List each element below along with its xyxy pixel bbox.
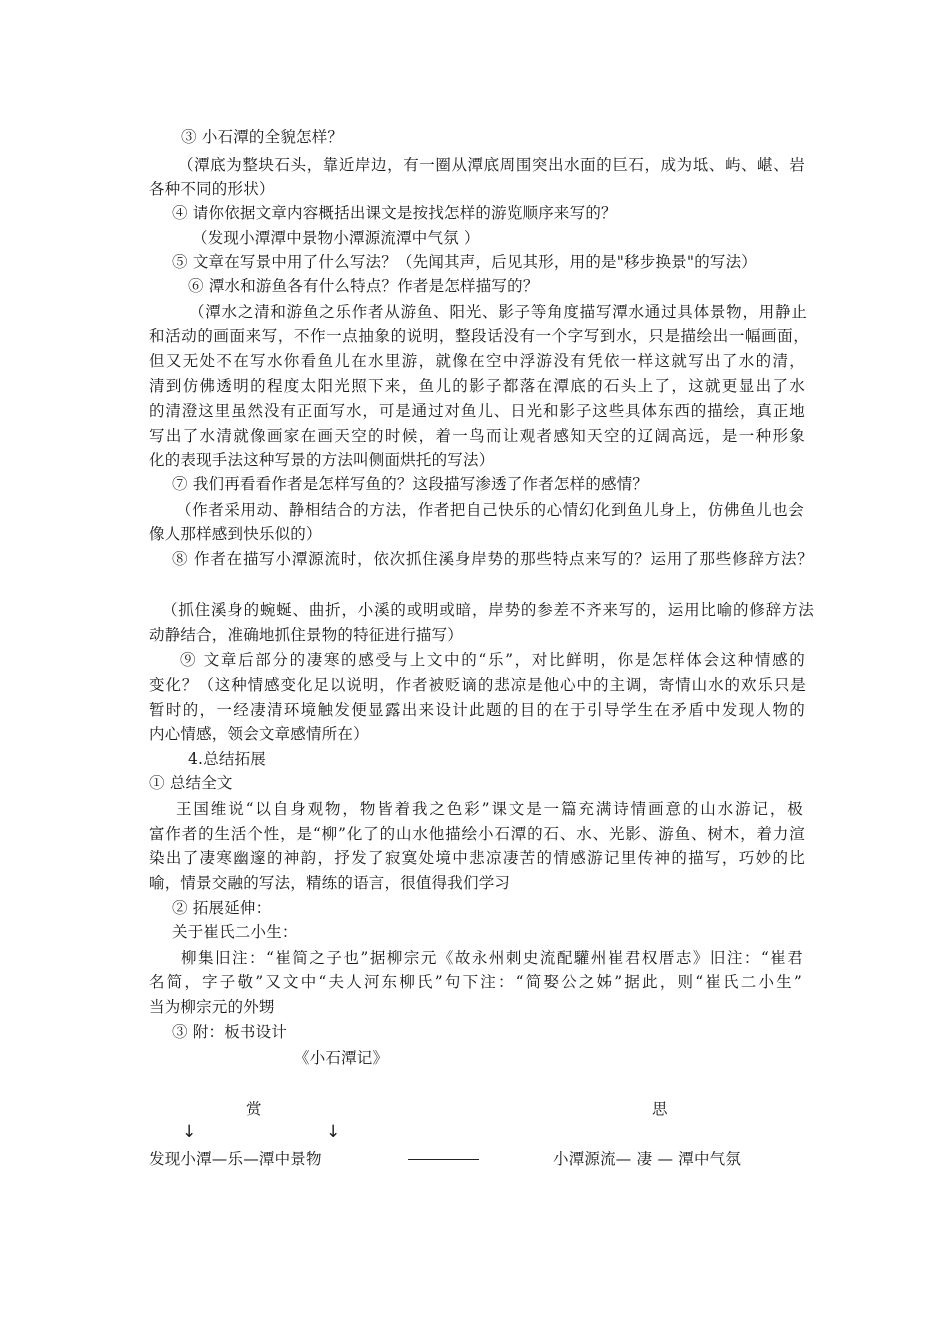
extension-line-1: 柳集旧注：“崔简之子也”据柳宗元《故永州刺史流配驩州崔君权厝志》旧注：“崔君	[181, 949, 803, 967]
question-9-line-4: 内心情感，领会文章感情所在）	[149, 725, 369, 743]
question-3: ③ 小石潭的全貌怎样？	[181, 128, 344, 146]
answer-3-line-2: 各种不同的形状）	[149, 180, 275, 198]
answer-6-line-6: 写出了水清就像画家在画天空的时候，着一鸟而让观者感知天空的辽阔高远，是一种形象	[149, 427, 805, 445]
question-9-line-3: 暂时的，一经凄清环境触发便显露出来设计此题的目的在于引导学生在矛盾中发现人物的	[149, 701, 805, 719]
answer-7-line-1: （作者采用动、静相结合的方法，作者把自己快乐的心情幻化到鱼儿身上，仿佛鱼儿也会	[176, 501, 804, 519]
board-title: 《小石潭记》	[294, 1049, 389, 1067]
summary-line-1: 王国维说“以自身观物，物皆着我之色彩”课文是一篇充满诗情画意的山水游记，极	[176, 800, 803, 818]
answer-8-line-2: 动静结合，准确地抓住景物的特征进行描写）	[149, 626, 464, 644]
question-9-line-1: ⑨ 文章后部分的凄寒的感受与上文中的“乐”，对比鲜明，你是怎样体会这种情感的	[180, 651, 805, 669]
down-arrow-icon: ↓	[182, 1122, 197, 1142]
board-heading-appreciate: 赏	[246, 1100, 262, 1118]
answer-4: （发现小潭潭中景物小潭源流潭中气氛 ）	[192, 229, 480, 247]
extension-subheading: ② 拓展延伸：	[172, 899, 272, 917]
board-heading-reflect: 思	[652, 1100, 668, 1118]
summary-subheading: ① 总结全文	[149, 774, 233, 792]
board-left-sequence: 发现小潭—乐—潭中景物	[149, 1150, 322, 1168]
question-7: ⑦ 我们再看看作者是怎样写鱼的？这段描写渗透了作者怎样的感情？	[172, 475, 649, 493]
question-8: ⑧ 作者在描写小潭源流时，依次抓住溪身岸势的那些特点来写的？运用了那些修辞方法？	[172, 550, 813, 568]
board-right-sequence: 小潭源流— 凄 — 潭中气氛	[553, 1150, 742, 1168]
answer-6-line-4: 清到仿佛透明的程度太阳光照下来，鱼儿的影子都落在潭底的石头上了，这就更显出了水	[149, 377, 805, 395]
question-5: ⑤ 文章在写景中用了什么写法？（先闻其声，后见其形，用的是"移步换景"的写法）	[172, 253, 757, 271]
section-heading-summary: 4.总结拓展	[188, 750, 266, 768]
answer-8-line-1: （抓住溪身的蜿蜒、曲折，小溪的或明或暗，岸势的参差不齐来写的，运用比喻的修辞方法	[162, 601, 814, 619]
question-9-line-2: 变化？（这种情感变化足以说明，作者被贬谪的悲凉是他心中的主调，寄情山水的欢乐只是	[149, 676, 806, 694]
summary-line-3: 染出了凄寒幽邃的神韵，抒发了寂寞处境中悲凉凄苦的情感游记里传神的描写，巧妙的比	[149, 849, 805, 867]
question-6: ⑥ 潭水和游鱼各有什么特点？作者是怎样描写的？	[188, 277, 539, 295]
extension-line-2: 名简，字子敬”又文中“夫人河东柳氏”句下注：“简娶公之姊”据此，则“崔氏二小生”	[149, 973, 802, 991]
summary-line-4: 喻，情景交融的写法，精练的语言，很值得我们学习	[149, 874, 511, 892]
answer-6-line-3: 但又无处不在写水你看鱼儿在水里游，就像在空中浮游没有凭依一样这就写出了水的清，	[149, 352, 805, 370]
summary-line-2: 富作者的生活个性，是“柳”化了的山水他描绘小石潭的石、水、光影、游鱼、树木，着力渲	[149, 825, 805, 843]
extension-topic: 关于崔氏二小生：	[172, 923, 298, 941]
board-design-subheading: ③ 附：板书设计	[172, 1023, 288, 1041]
extension-line-3: 当为柳宗元的外甥	[149, 998, 275, 1016]
question-4: ④ 请你依据文章内容概括出课文是按找怎样的游览顺序来写的？	[172, 204, 617, 222]
answer-6-line-2: 和活动的画面来写，不作一点抽象的说明，整段话没有一个字写到水，只是描绘出一幅画面，	[149, 327, 809, 345]
down-arrow-icon: ↓	[326, 1122, 341, 1142]
answer-6-line-1: （潭水之清和游鱼之乐作者从游鱼、阳光、影子等角度描写潭水通过具体景物，用静止	[189, 303, 807, 321]
answer-6-line-5: 的清澄这里虽然没有正面写水，可是通过对鱼儿、日光和影子这些具体东西的描绘，真正地	[149, 402, 805, 420]
answer-7-line-2: 像人那样感到快乐似的）	[149, 525, 322, 543]
board-connector-line	[408, 1159, 479, 1160]
answer-6-line-7: 化的表现手法这种写景的方法叫侧面烘托的写法）	[149, 451, 495, 469]
answer-3-line-1: （潭底为整块石头，靠近岸边，有一圈从潭底周围突出水面的巨石，成为坻、屿、嵁、岩	[178, 156, 805, 174]
